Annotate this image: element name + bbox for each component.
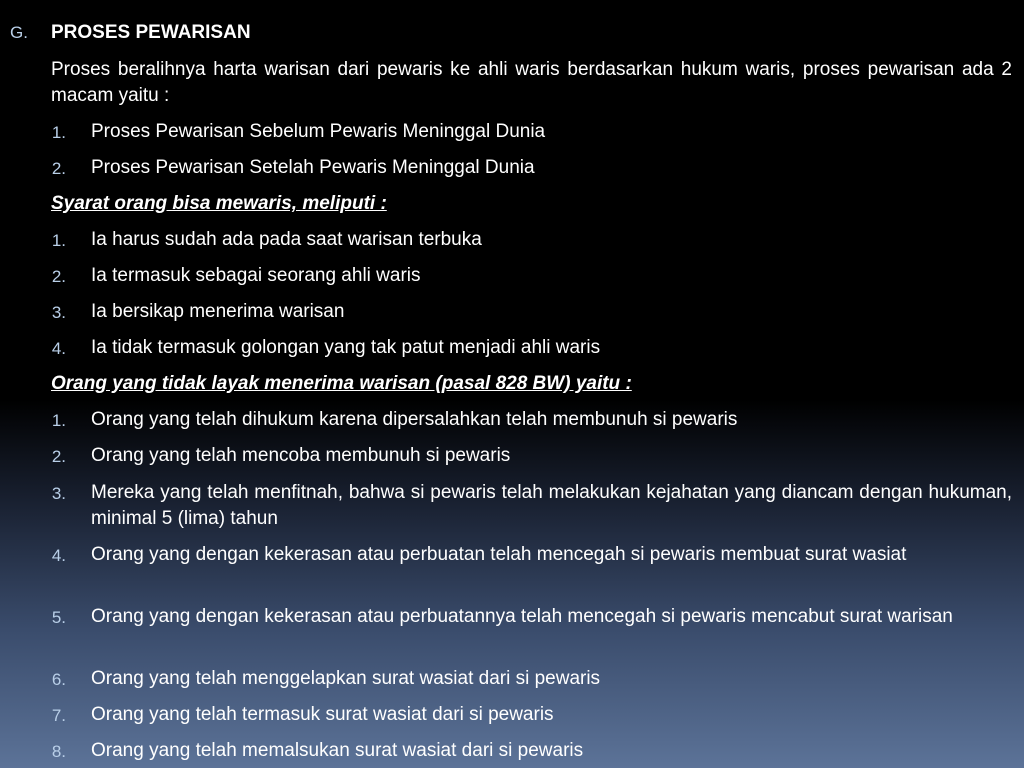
list-number: 1. [51,123,66,142]
list-text: Orang yang telah mencoba membunuh si pewaris [91,445,511,466]
list-text: Ia termasuk sebagai seorang ahli waris [91,265,421,286]
unworthy-heading-text: Orang yang tidak layak menerima warisan (pasal 828 BW) yaitu : [51,373,632,394]
list-text: Orang yang telah memalsukan surat wasiat dari si pewaris [91,740,584,761]
list-number: 7. [51,706,66,725]
list-number: 2. [51,267,66,286]
list-text: Orang yang telah dihukum karena dipersalahkan telah membunuh si pewaris [91,409,738,430]
requirements-heading-text: Syarat orang bisa mewaris, meliputi : [51,193,387,214]
list-text: Ia harus sudah ada pada saat warisan terbuka [91,229,482,250]
list-number: 3. [51,484,66,503]
list-number: 6. [51,670,66,689]
section-title: PROSES PEWARISAN [51,22,251,43]
intro-text: Proses beralihnya harta warisan dari pewaris ke ahli waris berdasarkan hukum waris, proses pewarisan ada 2 macam yaitu : [51,59,1012,106]
list-number: 8. [51,742,66,761]
list-text: Orang yang dengan kekerasan atau perbuatannya telah mencegah si pewaris mencabut surat warisan [91,606,953,627]
list-text: Proses Pewarisan Setelah Pewaris Meninggal Dunia [91,157,535,178]
list-text: Orang yang telah menggelapkan surat wasiat dari si pewaris [91,668,601,689]
list-number: 4. [51,546,66,565]
list-number: 4. [51,339,66,358]
list-number: 2. [51,447,66,466]
list-number: 1. [51,231,66,250]
list-text: Mereka yang telah menfitnah, bahwa si pewaris telah melakukan kejahatan yang diancam dengan hukuman, minimal 5 (lima) tahun [91,482,1012,529]
list-text: Orang yang dengan kekerasan atau perbuatan telah mencegah si pewaris membuat surat wasiat [91,544,907,565]
list-number: 3. [51,303,66,322]
list-text: Proses Pewarisan Sebelum Pewaris Meninggal Dunia [91,121,546,142]
list-text: Ia bersikap menerima warisan [91,301,345,322]
list-text: Ia tidak termasuk golongan yang tak patut menjadi ahli waris [91,337,601,358]
section-marker: G. [10,23,28,42]
list-text: Orang yang telah termasuk surat wasiat dari si pewaris [91,704,554,725]
list-number: 1. [51,411,66,430]
list-number: 5. [51,608,66,627]
list-number: 2. [51,159,66,178]
